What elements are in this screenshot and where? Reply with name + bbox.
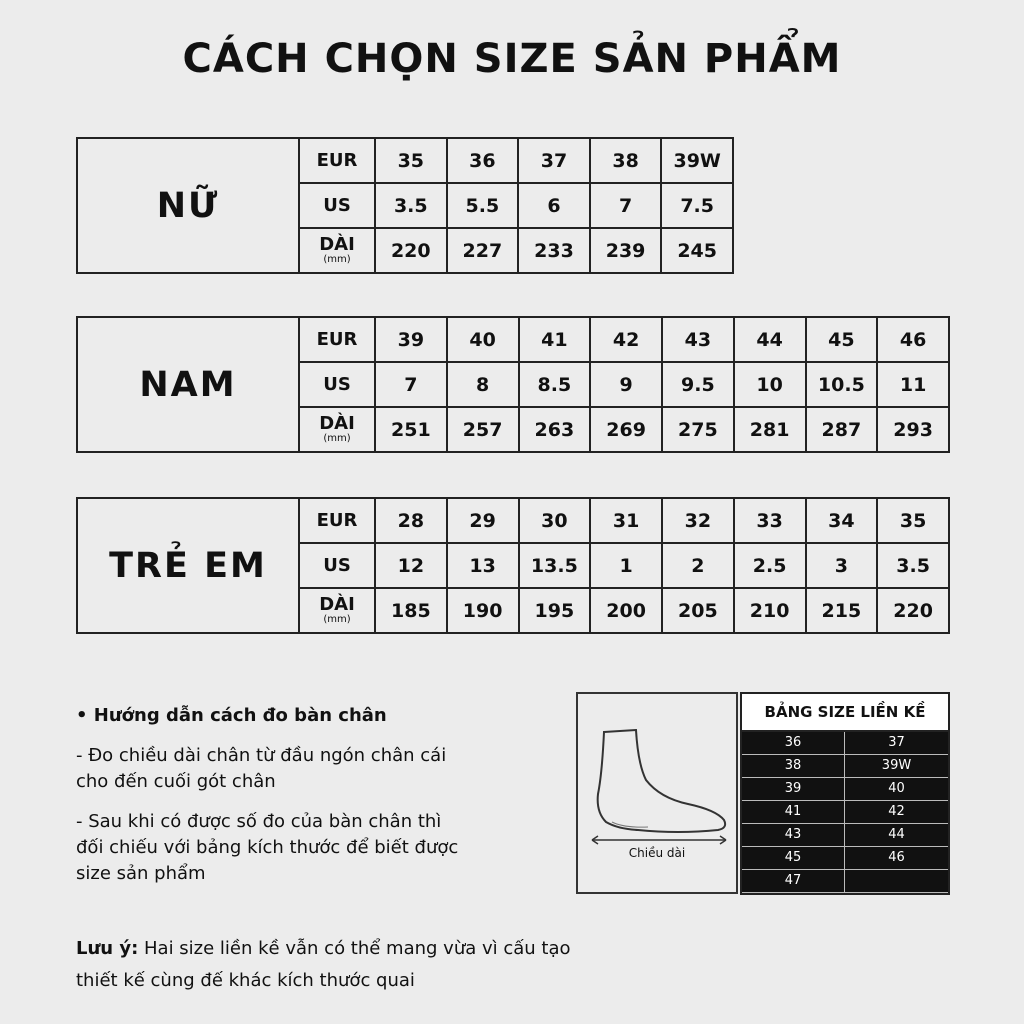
cell-us: 2.5 — [734, 543, 806, 588]
measure-guide — [76, 703, 566, 901]
row-label-eur: EUR — [299, 498, 375, 543]
adjacent-size-cell: 39W — [845, 755, 948, 778]
cell-length: 227 — [447, 228, 519, 273]
guide-step-1: - Đo chiều dài chân từ đầu ngón chân cái cho đến cuối gót chân — [76, 745, 447, 792]
row-label-us: US — [299, 362, 375, 407]
row-label-length — [299, 228, 375, 273]
cell-eur: 45 — [806, 317, 878, 362]
cell-us: 9 — [590, 362, 662, 407]
foot-illustration — [576, 692, 738, 894]
cell-us: 5.5 — [447, 183, 519, 228]
cell-eur: 36 — [447, 138, 519, 183]
adjacent-size-cell — [845, 870, 948, 893]
cell-us: 3 — [806, 543, 878, 588]
cell-us: 8.5 — [519, 362, 591, 407]
length-unit: (mm) — [323, 614, 351, 625]
adjacent-size-cell: 44 — [845, 824, 948, 847]
adjacent-size-cell: 37 — [845, 732, 948, 755]
cell-us: 1 — [590, 543, 662, 588]
size-table-women — [76, 137, 734, 274]
cell-length: 275 — [662, 407, 734, 452]
cell-us: 9.5 — [662, 362, 734, 407]
cell-eur: 46 — [877, 317, 949, 362]
cell-eur: 38 — [590, 138, 662, 183]
size-table-men — [76, 316, 950, 453]
cell-length: 220 — [877, 588, 949, 633]
group-label-women: NỮ — [77, 138, 299, 273]
cell-eur: 31 — [590, 498, 662, 543]
foot-length-caption: Chiều dài — [628, 846, 686, 860]
guide-step-2: - Sau khi có được số đo của bàn chân thì đối chiếu với bảng kích thước để biết được size sản phẩm — [76, 811, 459, 884]
adjacent-size-cell: 45 — [742, 847, 845, 870]
cell-length: 185 — [375, 588, 447, 633]
cell-us: 10 — [734, 362, 806, 407]
adjacent-size-cell: 40 — [845, 778, 948, 801]
cell-us: 11 — [877, 362, 949, 407]
cell-eur: 40 — [447, 317, 519, 362]
cell-length: 210 — [734, 588, 806, 633]
cell-us: 7.5 — [661, 183, 733, 228]
row-label-eur: EUR — [299, 317, 375, 362]
row-label-eur: EUR — [299, 138, 375, 183]
guide-heading: • Hướng dẫn cách đo bàn chân — [76, 705, 387, 726]
cell-length: 239 — [590, 228, 662, 273]
cell-eur: 33 — [734, 498, 806, 543]
cell-eur: 44 — [734, 317, 806, 362]
cell-eur: 32 — [662, 498, 734, 543]
cell-length: 281 — [734, 407, 806, 452]
cell-us: 7 — [590, 183, 662, 228]
length-label: DÀI — [319, 594, 355, 615]
cell-length: 233 — [518, 228, 590, 273]
cell-length: 220 — [375, 228, 447, 273]
cell-eur: 30 — [519, 498, 591, 543]
group-label-men: NAM — [77, 317, 299, 452]
cell-eur: 35 — [877, 498, 949, 543]
note-label: Lưu ý: — [76, 938, 139, 959]
row-label-length — [299, 588, 375, 633]
cell-length: 200 — [590, 588, 662, 633]
cell-length: 190 — [447, 588, 519, 633]
adjacent-size-cell: 36 — [742, 732, 845, 755]
adjacent-size-table — [740, 692, 950, 895]
row-label-us: US — [299, 183, 375, 228]
cell-length: 251 — [375, 407, 447, 452]
row-label-length — [299, 407, 375, 452]
cell-length: 293 — [877, 407, 949, 452]
length-unit: (mm) — [323, 433, 351, 444]
cell-length: 195 — [519, 588, 591, 633]
length-unit: (mm) — [323, 254, 351, 265]
adjacent-size-cell: 38 — [742, 755, 845, 778]
cell-length: 269 — [590, 407, 662, 452]
size-table-kids — [76, 497, 950, 634]
cell-eur: 42 — [590, 317, 662, 362]
cell-us: 7 — [375, 362, 447, 407]
adjacent-size-cell: 42 — [845, 801, 948, 824]
adjacent-size-grid — [742, 732, 948, 893]
cell-us: 2 — [662, 543, 734, 588]
cell-us: 10.5 — [806, 362, 878, 407]
cell-eur: 29 — [447, 498, 519, 543]
cell-us: 6 — [518, 183, 590, 228]
group-label-kids: TRẺ EM — [77, 498, 299, 633]
cell-us: 3.5 — [375, 183, 447, 228]
cell-eur: 28 — [375, 498, 447, 543]
cell-us: 8 — [447, 362, 519, 407]
cell-length: 215 — [806, 588, 878, 633]
adjacent-size-cell: 43 — [742, 824, 845, 847]
cell-eur: 34 — [806, 498, 878, 543]
cell-length: 287 — [806, 407, 878, 452]
row-label-us: US — [299, 543, 375, 588]
length-label: DÀI — [319, 413, 355, 434]
length-label: DÀI — [319, 234, 355, 255]
cell-us: 12 — [375, 543, 447, 588]
adjacent-size-title: BẢNG SIZE LIỀN KỀ — [742, 694, 948, 732]
cell-length: 205 — [662, 588, 734, 633]
cell-eur: 39 — [375, 317, 447, 362]
cell-eur: 41 — [519, 317, 591, 362]
adjacent-size-cell: 47 — [742, 870, 845, 893]
cell-us: 3.5 — [877, 543, 949, 588]
cell-eur: 35 — [375, 138, 447, 183]
cell-length: 245 — [661, 228, 733, 273]
cell-eur: 37 — [518, 138, 590, 183]
page-title: CÁCH CHỌN SIZE SẢN PHẨM — [182, 36, 842, 82]
note-text: Hai size liền kề vẫn có thể mang vừa vì cấu tạo thiết kế cùng đế khác kích thước quai — [76, 938, 571, 991]
cell-eur: 39W — [661, 138, 733, 183]
cell-us: 13.5 — [519, 543, 591, 588]
cell-length: 257 — [447, 407, 519, 452]
adjacent-size-cell: 46 — [845, 847, 948, 870]
cell-us: 13 — [447, 543, 519, 588]
foot-outline-icon — [578, 694, 736, 892]
adjacent-size-cell: 39 — [742, 778, 845, 801]
adjacent-size-cell: 41 — [742, 801, 845, 824]
note — [76, 933, 616, 997]
cell-length: 263 — [519, 407, 591, 452]
cell-eur: 43 — [662, 317, 734, 362]
